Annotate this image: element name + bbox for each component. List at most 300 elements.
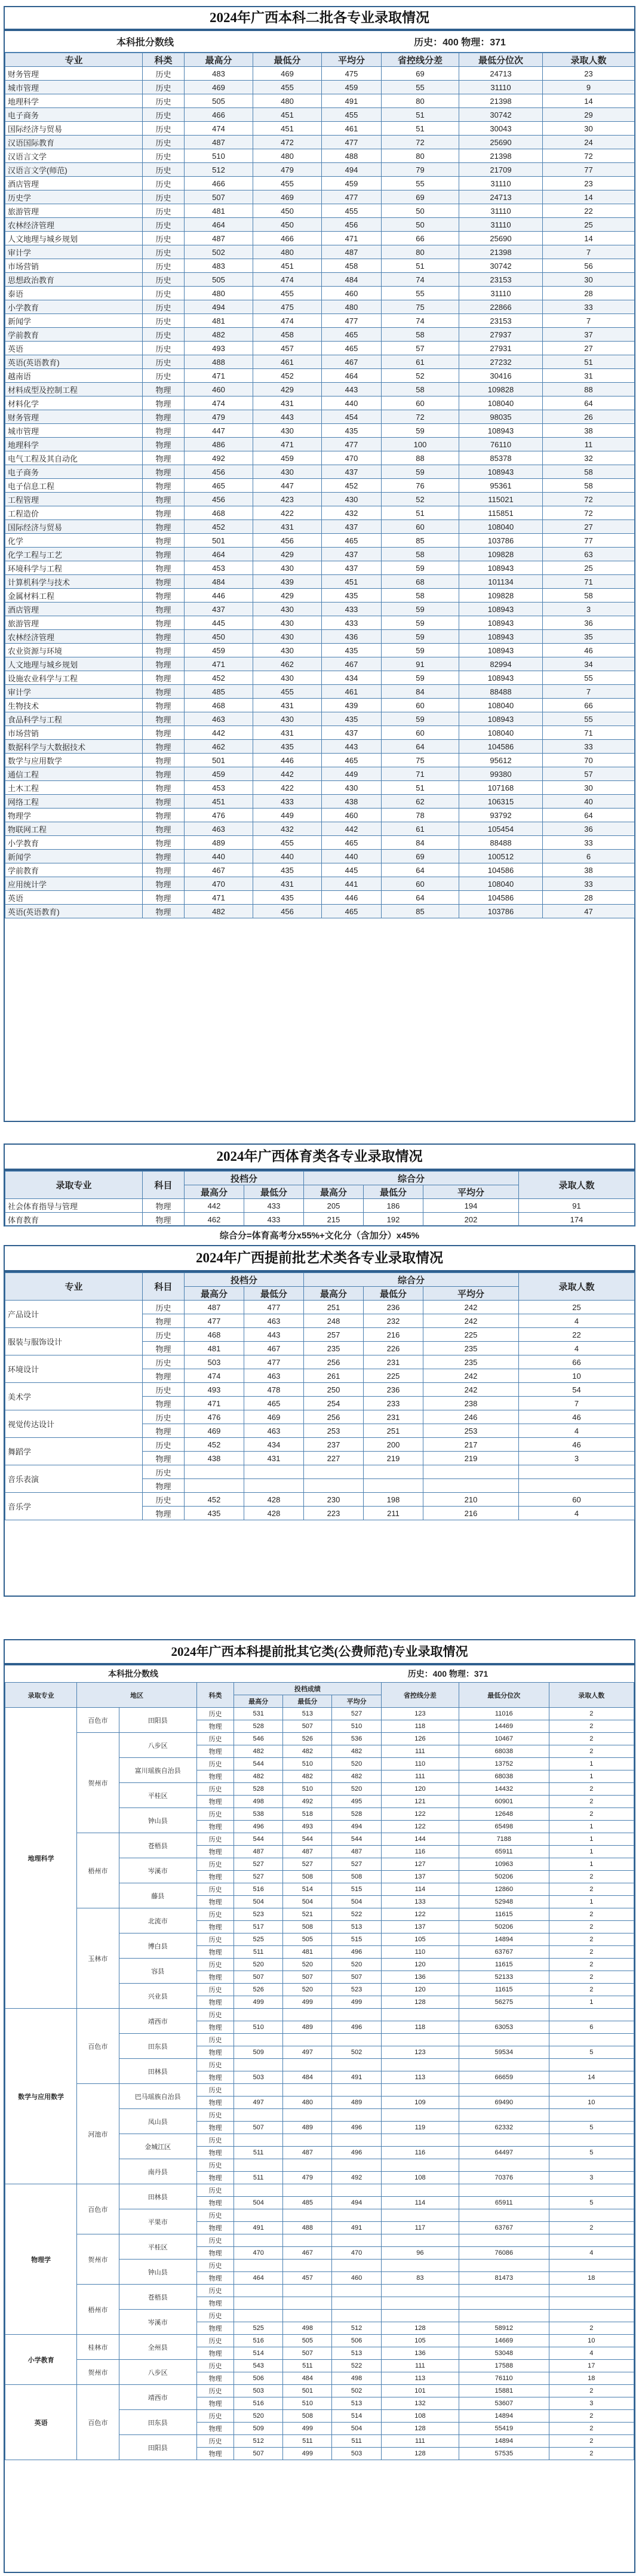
table-cell: 3 — [519, 1452, 635, 1465]
table-cell: 英语(英语教育) — [5, 905, 143, 918]
table-cell: 110 — [381, 1758, 459, 1770]
table-cell: 历史 — [196, 1883, 234, 1896]
table-cell: 历史 — [143, 163, 185, 177]
table-cell: 107168 — [459, 781, 543, 795]
table-cell: 2 — [549, 1783, 634, 1796]
score-line: 历史：400 物理：371 — [407, 1669, 489, 1679]
table-row — [5, 1708, 634, 1720]
table-cell: 33 — [543, 740, 635, 754]
table-cell: 478 — [244, 1383, 304, 1397]
table-cell: 22866 — [459, 300, 543, 314]
section-title: 2024年广西提前批艺术类各专业录取情况 — [5, 1246, 634, 1272]
table-row — [5, 1355, 635, 1369]
table-cell: 财务管理 — [5, 410, 143, 424]
table-cell: 520 — [332, 1959, 381, 1971]
county-cell: 兴业县 — [119, 1984, 196, 2009]
table-cell: 31110 — [459, 177, 543, 190]
table-cell: 历史 — [143, 1493, 185, 1507]
table-cell: 507 — [234, 2448, 283, 2460]
table-cell: 14894 — [459, 1933, 549, 1946]
table-cell: 544 — [234, 1833, 283, 1846]
table-cell — [332, 2285, 381, 2297]
table-cell: 507 — [234, 2122, 283, 2134]
table-cell: 物理 — [143, 726, 185, 740]
table-cell: 社会体育指导与管理 — [5, 1199, 143, 1213]
header-count: 录取人数 — [549, 1683, 634, 1708]
table-cell: 56 — [543, 259, 635, 273]
table-cell: 35 — [543, 630, 635, 644]
table-cell: 503 — [234, 2071, 283, 2084]
table-cell: 历史 — [196, 2059, 234, 2071]
table-cell: 物理 — [143, 561, 185, 575]
table-cell: 215 — [304, 1213, 364, 1226]
table-cell: 469 — [185, 81, 253, 94]
table-cell: 7 — [543, 314, 635, 328]
table-cell: 460 — [322, 809, 382, 822]
table-cell — [459, 2009, 549, 2021]
table-row — [5, 657, 635, 671]
table-cell: 525 — [234, 1933, 283, 1946]
table-cell: 497 — [234, 2097, 283, 2109]
table-row — [5, 754, 635, 767]
table-cell: 2 — [549, 1946, 634, 1959]
table-cell: 513 — [332, 2397, 381, 2410]
table-cell: 50206 — [459, 1871, 549, 1883]
table-row — [5, 561, 635, 575]
table-cell: 物理 — [196, 2448, 234, 2460]
header-count: 录取人数 — [519, 1273, 635, 1301]
table-cell: 历史 — [196, 2234, 234, 2247]
table-cell: 物理 — [196, 2222, 234, 2234]
table-cell: 数学与应用数学 — [5, 754, 143, 767]
table-cell: 64 — [543, 809, 635, 822]
table-cell: 3 — [549, 2172, 634, 2184]
table-cell — [459, 2209, 549, 2222]
table-cell: 62332 — [459, 2122, 549, 2134]
header-major: 录取专业 — [5, 1683, 77, 1708]
table-cell: 100512 — [459, 850, 543, 863]
table-cell: 433 — [322, 602, 382, 616]
table-row — [5, 245, 635, 259]
table-cell: 482 — [185, 328, 253, 342]
table-cell: 470 — [322, 451, 382, 465]
table-cell: 510 — [332, 1720, 381, 1733]
county-cell: 田林县 — [119, 2184, 196, 2209]
table-cell: 471 — [185, 369, 253, 383]
table-cell — [234, 2134, 283, 2147]
table-cell: 511 — [283, 2360, 332, 2372]
table-cell — [459, 2260, 549, 2272]
table-cell: 历史 — [143, 177, 185, 190]
table-cell: 462 — [253, 657, 322, 671]
table-cell: 520 — [234, 1959, 283, 1971]
table-cell: 464 — [185, 548, 253, 561]
table-cell: 430 — [322, 493, 382, 506]
table-cell — [332, 2009, 381, 2021]
table-cell: 477 — [244, 1301, 304, 1314]
table-cell — [459, 2184, 549, 2197]
table-cell: 452 — [322, 479, 382, 493]
county-cell: 南丹县 — [119, 2159, 196, 2184]
score-line-row — [5, 29, 634, 53]
county-cell: 苍梧县 — [119, 1833, 196, 1858]
table-cell — [234, 2109, 283, 2122]
table-cell — [283, 2134, 332, 2147]
table-cell: 111 — [381, 1745, 459, 1758]
table-cell: 农林经济管理 — [5, 218, 143, 232]
table-cell: 58 — [382, 328, 459, 342]
table-cell: 491 — [234, 2222, 283, 2234]
table-row — [5, 671, 635, 685]
table-cell: 1 — [549, 1846, 634, 1858]
table-cell: 13752 — [459, 1758, 549, 1770]
table-row — [5, 424, 635, 438]
table-cell: 酒店管理 — [5, 602, 143, 616]
table-row — [5, 410, 635, 424]
table-cell — [234, 2297, 283, 2310]
table-cell: 物理 — [196, 2247, 234, 2260]
table-cell: 504 — [234, 1896, 283, 1908]
table-cell — [459, 2234, 549, 2247]
table-row — [5, 891, 635, 905]
table-cell: 材料化学 — [5, 396, 143, 410]
table-cell: 2 — [549, 1883, 634, 1896]
table-cell: 119 — [381, 2122, 459, 2134]
table-cell: 435 — [322, 424, 382, 438]
table-cell: 4 — [519, 1507, 635, 1520]
table-cell: 12860 — [459, 1883, 549, 1896]
table-cell: 461 — [322, 685, 382, 699]
table-cell: 510 — [283, 2397, 332, 2410]
table-cell: 泰语 — [5, 287, 143, 300]
table-cell: 50 — [382, 204, 459, 218]
table-cell: 30416 — [459, 369, 543, 383]
table-cell: 36 — [543, 616, 635, 630]
table-cell: 516 — [234, 2335, 283, 2347]
table-cell — [234, 2059, 283, 2071]
table-cell — [459, 2134, 549, 2147]
table-cell: 451 — [253, 259, 322, 273]
table-cell: 物理 — [143, 809, 185, 822]
table-cell: 物理 — [143, 534, 185, 548]
county-cell: 岑溪市 — [119, 1858, 196, 1883]
table-cell: 46 — [519, 1438, 635, 1452]
sub-header: 最高分 — [304, 1287, 364, 1301]
table-cell: 471 — [185, 891, 253, 905]
table-cell: 512 — [332, 2322, 381, 2335]
table-cell: 27 — [543, 342, 635, 355]
table-cell: 467 — [185, 863, 253, 877]
table-cell: 471 — [322, 232, 382, 245]
table-cell: 61 — [382, 355, 459, 369]
table-cell: 65911 — [459, 1846, 549, 1858]
table-cell — [234, 2209, 283, 2222]
table-cell: 4 — [519, 1314, 635, 1328]
table-cell — [549, 2209, 634, 2222]
table-cell: 489 — [283, 2021, 332, 2034]
table-row — [5, 726, 635, 740]
table-cell: 2 — [549, 1808, 634, 1821]
table-cell: 历史 — [196, 2109, 234, 2122]
table-cell: 101134 — [459, 575, 543, 589]
sub-header: 最高分 — [304, 1185, 364, 1199]
table-cell: 507 — [234, 1971, 283, 1984]
county-cell: 田东县 — [119, 2034, 196, 2059]
table-cell: 440 — [185, 850, 253, 863]
table-cell: 137 — [381, 1921, 459, 1933]
table-cell: 79 — [382, 163, 459, 177]
table-cell: 2 — [549, 2435, 634, 2448]
table-cell: 505 — [185, 94, 253, 108]
table-cell: 121 — [381, 1796, 459, 1808]
table-cell: 447 — [253, 479, 322, 493]
table-cell: 464 — [234, 2272, 283, 2285]
table-cell: 237 — [304, 1438, 364, 1452]
table-cell: 513 — [332, 1921, 381, 1933]
table-cell: 85 — [382, 534, 459, 548]
table-cell: 257 — [304, 1328, 364, 1342]
table-cell: 205 — [304, 1199, 364, 1213]
table-cell — [459, 2310, 549, 2322]
table-cell: 农林经济管理 — [5, 630, 143, 644]
table-cell: 新闻学 — [5, 850, 143, 863]
table-cell: 60 — [382, 877, 459, 891]
section-title: 2024年广西本科二批各专业录取情况 — [210, 10, 429, 25]
table-cell: 30742 — [459, 259, 543, 273]
table-cell: 物理 — [143, 396, 185, 410]
table-cell — [185, 1465, 244, 1479]
table-cell: 历史 — [143, 122, 185, 136]
table-row — [5, 1213, 635, 1226]
table-cell — [381, 2297, 459, 2310]
table-cell: 428 — [244, 1507, 304, 1520]
table-cell: 物理 — [143, 822, 185, 836]
table-cell: 469 — [185, 1424, 244, 1438]
table-cell: 481 — [283, 1946, 332, 1959]
table-cell — [459, 2297, 549, 2310]
table-cell: 114 — [381, 2197, 459, 2209]
table-cell: 2 — [549, 1708, 634, 1720]
table-cell: 59534 — [459, 2046, 549, 2059]
table-cell — [364, 1465, 423, 1479]
table-cell: 33 — [543, 836, 635, 850]
table-cell: 261 — [304, 1369, 364, 1383]
table-cell: 469 — [253, 67, 322, 81]
art-table — [5, 1272, 635, 1520]
table-cell: 443 — [253, 410, 322, 424]
table-cell: 物理 — [196, 2046, 234, 2059]
section-art — [4, 1245, 635, 1597]
table-cell: 126 — [381, 1733, 459, 1745]
table-cell: 城市管理 — [5, 424, 143, 438]
table-cell: 物理 — [143, 850, 185, 863]
table-cell: 72 — [382, 410, 459, 424]
table-cell: 484 — [283, 2071, 332, 2084]
table-cell: 476 — [185, 809, 253, 822]
table-cell: 499 — [283, 2448, 332, 2460]
table-cell: 58 — [382, 589, 459, 602]
table-cell: 477 — [322, 190, 382, 204]
table-cell: 227 — [304, 1452, 364, 1465]
table-cell: 233 — [364, 1397, 423, 1410]
table-cell: 汉语言文学 — [5, 149, 143, 163]
table-cell: 55 — [543, 712, 635, 726]
table-cell: 505 — [283, 2335, 332, 2347]
table-cell: 31 — [543, 369, 635, 383]
table-cell: 学前教育 — [5, 328, 143, 342]
table-cell: 旅游管理 — [5, 204, 143, 218]
table-cell: 435 — [322, 644, 382, 657]
table-row — [5, 2360, 634, 2372]
header-subject: 科目 — [143, 1172, 185, 1199]
admission-table — [5, 53, 635, 918]
table-cell: 历史 — [143, 94, 185, 108]
table-cell: 491 — [322, 94, 382, 108]
table-cell: 38 — [543, 863, 635, 877]
table-cell: 审计学 — [5, 685, 143, 699]
table-cell: 78 — [382, 809, 459, 822]
header-zong: 综合分 — [304, 1172, 519, 1185]
table-cell: 253 — [423, 1424, 519, 1438]
table-cell: 117 — [381, 2222, 459, 2234]
table-cell: 物理 — [143, 383, 185, 396]
table-cell: 471 — [185, 1397, 244, 1410]
table-cell: 202 — [423, 1213, 519, 1226]
table-cell: 475 — [253, 300, 322, 314]
table-cell — [423, 1479, 519, 1493]
table-cell — [549, 2234, 634, 2247]
table-cell: 历史 — [196, 1933, 234, 1946]
table-cell: 423 — [253, 493, 322, 506]
table-cell: 思想政治教育 — [5, 273, 143, 287]
table-cell: 470 — [185, 877, 253, 891]
table-cell: 物理 — [196, 1745, 234, 1758]
table-cell: 历史 — [196, 1758, 234, 1770]
table-cell: 120 — [381, 1959, 459, 1971]
table-cell: 113 — [381, 2071, 459, 2084]
table-cell: 82994 — [459, 657, 543, 671]
county-cell: 平桂区 — [119, 1783, 196, 1808]
table-cell — [332, 2059, 381, 2071]
table-cell — [549, 2059, 634, 2071]
table-cell: 历史 — [196, 2335, 234, 2347]
table-cell: 455 — [322, 204, 382, 218]
table-cell: 520 — [332, 1758, 381, 1770]
table-cell — [234, 2234, 283, 2247]
table-row — [5, 2385, 634, 2397]
table-cell: 465 — [322, 836, 382, 850]
table-cell: 446 — [185, 589, 253, 602]
table-cell: 484 — [322, 273, 382, 287]
table-cell: 历史 — [196, 2159, 234, 2172]
table-cell: 514 — [283, 1883, 332, 1896]
table-cell: 58912 — [459, 2322, 549, 2335]
table-cell: 186 — [364, 1199, 423, 1213]
table-cell: 476 — [185, 1410, 244, 1424]
table-cell: 487 — [185, 1301, 244, 1314]
table-cell: 479 — [283, 2172, 332, 2184]
table-cell: 4 — [519, 1424, 635, 1438]
table-row — [5, 1199, 635, 1213]
table-row — [5, 342, 635, 355]
table-cell: 522 — [332, 2360, 381, 2372]
table-cell: 465 — [322, 328, 382, 342]
table-cell: 物理 — [143, 424, 185, 438]
table-cell: 493 — [283, 1821, 332, 1833]
table-cell: 256 — [304, 1355, 364, 1369]
table-cell: 431 — [253, 726, 322, 740]
table-cell: 59 — [382, 630, 459, 644]
county-cell: 八步区 — [119, 1733, 196, 1758]
table-cell: 物理 — [143, 1452, 185, 1465]
county-cell: 富川瑶族自治县 — [119, 1758, 196, 1783]
table-cell: 工程管理 — [5, 493, 143, 506]
table-cell — [234, 2009, 283, 2021]
table-row — [5, 1328, 635, 1342]
table-cell: 518 — [283, 1808, 332, 1821]
table-cell: 地理科学 — [5, 438, 143, 451]
city-cell: 河池市 — [77, 2084, 119, 2184]
table-cell: 物理 — [196, 1796, 234, 1808]
table-cell: 452 — [185, 1438, 244, 1452]
table-cell: 459 — [322, 81, 382, 94]
table-cell: 电气工程及其自动化 — [5, 451, 143, 465]
table-cell: 物理 — [196, 2021, 234, 2034]
table-cell: 508 — [283, 1921, 332, 1933]
table-cell: 513 — [332, 2347, 381, 2360]
table-cell: 17588 — [459, 2360, 549, 2372]
table-cell: 58 — [382, 383, 459, 396]
table-cell: 物理 — [143, 410, 185, 424]
table-cell: 128 — [381, 1996, 459, 2009]
table-cell: 433 — [253, 795, 322, 809]
table-cell — [332, 2209, 381, 2222]
table-cell: 汉语国际教育 — [5, 136, 143, 149]
table-cell: 440 — [322, 850, 382, 863]
table-cell: 122 — [381, 1808, 459, 1821]
table-cell: 482 — [332, 1770, 381, 1783]
table-row — [5, 877, 635, 891]
table-row — [5, 108, 635, 122]
table-cell — [364, 1479, 423, 1493]
table-cell — [304, 1465, 364, 1479]
table-cell: 历史 — [196, 2260, 234, 2272]
table-cell: 484 — [283, 2372, 332, 2385]
table-cell: 物理 — [143, 616, 185, 630]
table-cell: 430 — [253, 561, 322, 575]
table-cell: 物理 — [196, 1996, 234, 2009]
table-cell — [332, 2184, 381, 2197]
table-cell: 450 — [253, 204, 322, 218]
table-row — [5, 232, 635, 245]
table-cell: 467 — [244, 1342, 304, 1355]
table-cell: 5 — [549, 2122, 634, 2134]
table-cell: 128 — [381, 2448, 459, 2460]
table-cell: 历史 — [196, 2209, 234, 2222]
table-row — [5, 863, 635, 877]
table-cell: 231 — [364, 1355, 423, 1369]
table-cell: 108040 — [459, 520, 543, 534]
table-cell: 17 — [549, 2360, 634, 2372]
table-cell: 466 — [185, 108, 253, 122]
table-row — [5, 396, 635, 410]
table-cell: 物理 — [196, 2071, 234, 2084]
table-cell: 118 — [381, 1720, 459, 1733]
table-cell: 72 — [543, 493, 635, 506]
table-cell: 历史 — [143, 300, 185, 314]
table-cell: 507 — [283, 2347, 332, 2360]
table-row — [5, 94, 635, 108]
